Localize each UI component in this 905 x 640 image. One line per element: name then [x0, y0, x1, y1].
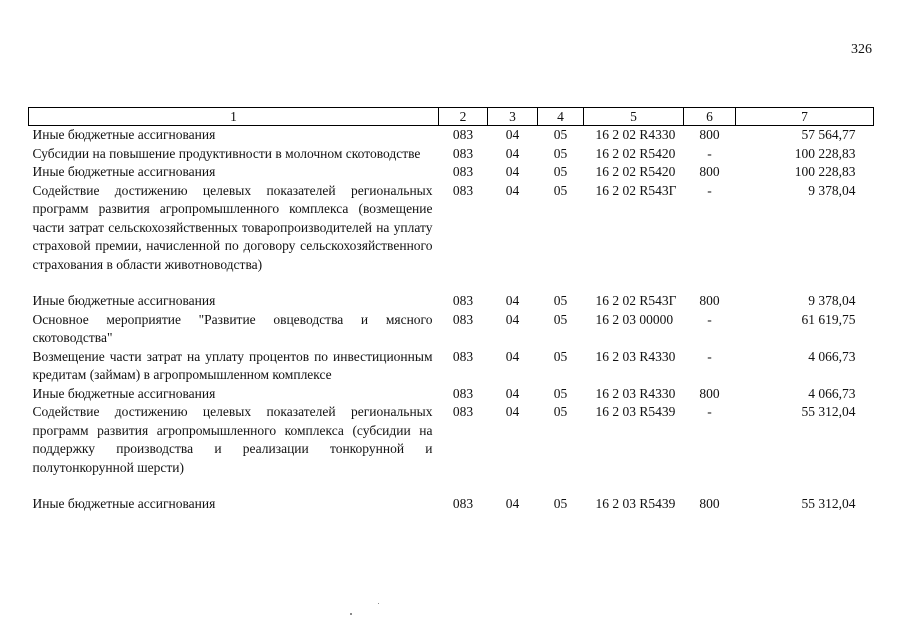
- row-col-4: 05: [553, 182, 568, 198]
- table-row: [29, 292, 874, 311]
- row-col-6: 800: [699, 293, 720, 308]
- row-name: Иные бюджетные ассигнования: [32, 496, 216, 511]
- scan-speck: [378, 603, 379, 604]
- row-name: Иные бюджетные ассигнования: [32, 385, 216, 401]
- row-col-7: 61 619,75: [801, 311, 856, 327]
- row-col-7: 100 228,83: [794, 145, 856, 161]
- row-col-3: 04: [505, 182, 520, 198]
- row-col-2: 083: [452, 293, 474, 308]
- table-row: [29, 403, 874, 495]
- row-name: Иные бюджетные ассигнования: [32, 293, 216, 308]
- row-col-6: 800: [699, 496, 720, 511]
- row-col-5: 16 2 02 R543Г: [595, 293, 677, 308]
- header-col-2: 2: [439, 108, 488, 126]
- row-col-7: 100 228,83: [794, 164, 856, 179]
- row-name: Содействие достижению целевых показателей региональных программ развития агропромышленного комплекса (возмещение части затрат сельскохозяйственных товаропроизводителей на уплату страховой премии, начисленной по договору сельскохозяйственного страхования в области животноводства): [32, 182, 433, 272]
- row-col-6: -: [707, 145, 712, 161]
- row-col-4: 05: [553, 404, 568, 419]
- row-col-5: 16 2 03 R4330: [595, 348, 676, 364]
- row-col-3: 04: [505, 348, 520, 364]
- row-col-3: 04: [505, 404, 520, 419]
- row-col-5: 16 2 03 R5439: [595, 404, 676, 419]
- row-name: Субсидии на повышение продуктивности в молочном скотоводстве: [32, 145, 421, 161]
- row-col-6: 800: [699, 164, 720, 179]
- row-col-4: 05: [553, 311, 568, 327]
- row-col-2: 083: [452, 311, 474, 327]
- row-col-6: -: [707, 348, 712, 364]
- row-col-3: 04: [505, 145, 520, 161]
- row-col-4: 05: [553, 496, 568, 511]
- header-col-3: 3: [488, 108, 538, 126]
- row-name: Возмещение части затрат на уплату процентов по инвестиционным кредитам (займам) в агропромышленном комплексе: [32, 348, 433, 382]
- row-col-5: 16 2 03 R5439: [595, 496, 676, 511]
- row-col-3: 04: [505, 293, 520, 308]
- row-name: Иные бюджетные ассигнования: [32, 164, 216, 179]
- header-col-6: 6: [684, 108, 736, 126]
- row-col-2: 083: [452, 127, 474, 142]
- row-col-7: 4 066,73: [808, 348, 856, 364]
- header-col-1: 1: [29, 108, 439, 126]
- scan-speck: [350, 613, 352, 615]
- row-col-2: 083: [452, 496, 474, 511]
- row-col-4: 05: [553, 348, 568, 364]
- row-col-3: 04: [505, 311, 520, 327]
- row-col-3: 04: [505, 164, 520, 179]
- row-col-6: 800: [699, 385, 720, 401]
- table-row: [29, 385, 874, 404]
- row-col-7: 55 312,04: [801, 404, 856, 419]
- row-col-5: 16 2 02 R543Г: [595, 182, 677, 198]
- row-col-5: 16 2 03 R4330: [595, 385, 676, 401]
- page-number: 326: [851, 42, 872, 57]
- row-col-5: 16 2 02 R5420: [595, 145, 676, 161]
- row-col-5: 16 2 02 R5420: [595, 164, 676, 179]
- row-col-4: 05: [553, 145, 568, 161]
- table-row: [29, 348, 874, 385]
- row-col-4: 05: [553, 293, 568, 308]
- row-col-2: 083: [452, 404, 474, 419]
- row-col-7: 55 312,04: [801, 496, 856, 511]
- row-col-2: 083: [452, 385, 474, 401]
- row-col-2: 083: [452, 164, 474, 179]
- row-col-4: 05: [553, 385, 568, 401]
- row-col-3: 04: [505, 385, 520, 401]
- row-col-5: 16 2 03 00000: [595, 311, 674, 327]
- table-header-row: [29, 108, 874, 126]
- row-col-6: -: [707, 311, 712, 327]
- row-col-6: -: [707, 404, 712, 419]
- row-col-5: 16 2 02 R4330: [595, 127, 676, 142]
- row-name: Содействие достижению целевых показателей региональных программ развития агропромышленного комплекса (субсидии на поддержку производства и реализации тонкорунной и полутонкорунной шерсти): [32, 404, 433, 475]
- row-col-2: 083: [452, 145, 474, 161]
- table-row: [29, 182, 874, 293]
- row-name: Основное мероприятие "Развитие овцеводства и мясного скотоводства": [32, 311, 433, 345]
- header-col-5: 5: [584, 108, 684, 126]
- row-col-3: 04: [505, 127, 520, 142]
- table-row: [29, 126, 874, 145]
- row-col-7: 57 564,77: [801, 127, 856, 142]
- header-col-7: 7: [736, 108, 874, 126]
- table-row: [29, 145, 874, 164]
- row-col-6: 800: [699, 127, 720, 142]
- row-col-7: 9 378,04: [808, 182, 856, 198]
- row-col-2: 083: [452, 182, 474, 198]
- row-col-7: 4 066,73: [808, 385, 856, 401]
- row-col-4: 05: [553, 164, 568, 179]
- row-col-7: 9 378,04: [808, 293, 856, 308]
- row-col-2: 083: [452, 348, 474, 364]
- header-col-4: 4: [538, 108, 584, 126]
- row-name: Иные бюджетные ассигнования: [32, 127, 216, 142]
- row-col-4: 05: [553, 127, 568, 142]
- row-col-3: 04: [505, 496, 520, 511]
- row-col-6: -: [707, 182, 712, 198]
- table-row: [29, 311, 874, 348]
- table-row: [29, 495, 874, 514]
- table-row: [29, 163, 874, 182]
- budget-table: [28, 107, 874, 514]
